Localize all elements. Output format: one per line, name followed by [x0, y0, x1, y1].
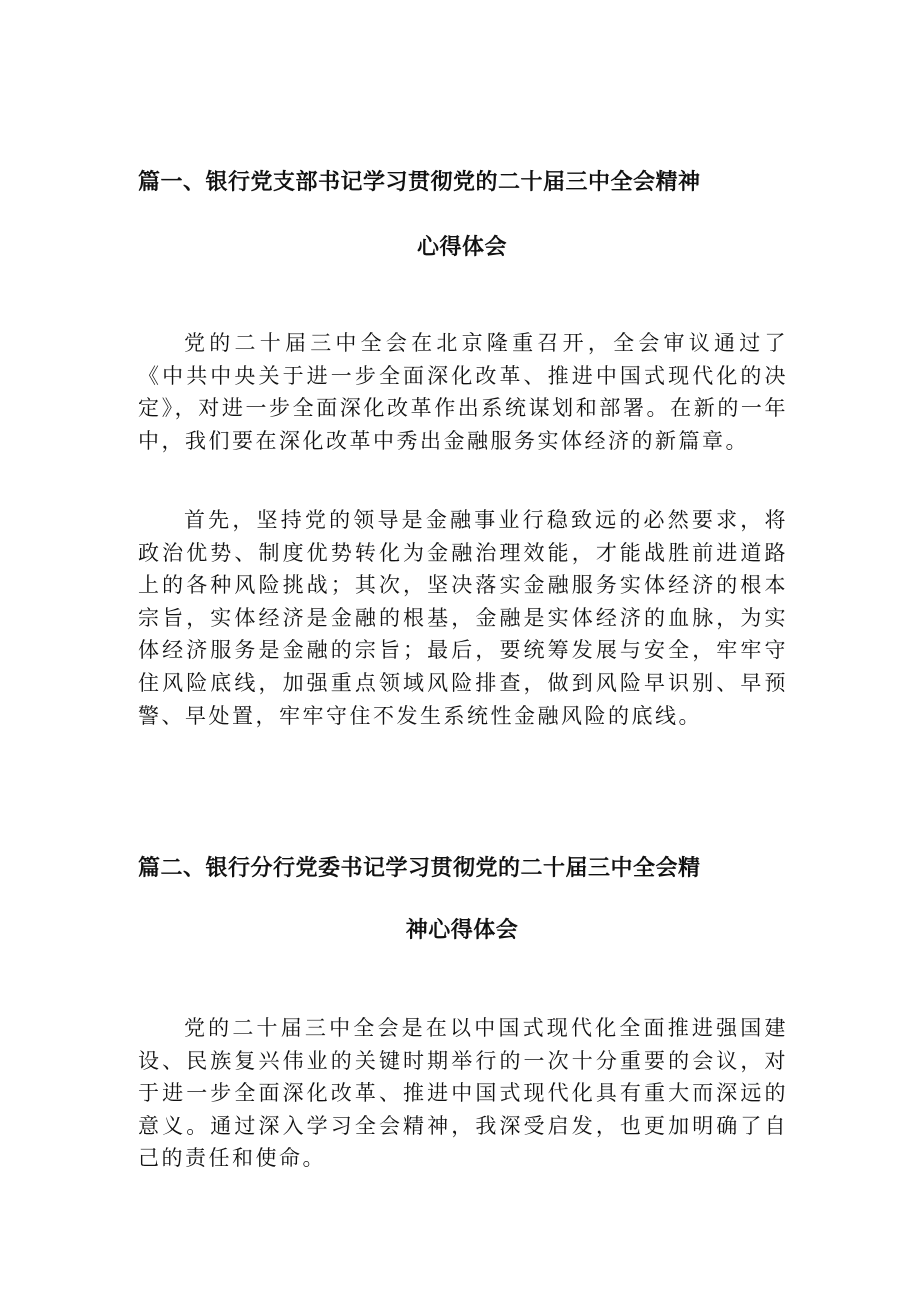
section-1-title-line-2: 心得体会 — [416, 235, 507, 260]
section-1-paragraph-1: 党的二十届三中全会在北京隆重召开，全会审议通过了《中共中央关于进一步全面深化改革、推进中国式现代化的决定》，对进一步全面深化改革作出系统谋划和部署。在新的一年中，我们要在深化改革中秀出金融服务实体经济的新篇章。 — [138, 331, 788, 453]
section-1-title-line-1: 篇一、银行党支部书记学习贯彻党的二十届三中全会精神 — [138, 170, 701, 195]
section-2-title-line-2: 神心得体会 — [405, 918, 519, 943]
section-2-title-line-1: 篇二、银行分行党委书记学习贯彻党的二十届三中全会精 — [138, 856, 701, 881]
section-1-paragraph-2: 首先，坚持党的领导是金融事业行稳致远的必然要求，将政治优势、制度优势转化为金融治理效能，才能战胜前进道路上的各种风险挑战；其次，坚决落实金融服务实体经济的根本宗旨，实体经济是金融的根基，金融是实体经济的血脉，为实体经济服务是金融的宗旨；最后，要统筹发展与安全，牢牢守住风险底线，加强重点领域风险排查，做到风险早识别、早预警、早处置，牢牢守住不发生系统性金融风险的底线。 — [138, 508, 788, 728]
section-2-paragraph-1: 党的二十届三中全会是在以中国式现代化全面推进强国建设、民族复兴伟业的关键时期举行的一次十分重要的会议，对于进一步全面深化改革、推进中国式现代化具有重大而深远的意义。通过深入学习全会精神，我深受启发，也更加明确了自己的责任和使命。 — [138, 1016, 788, 1171]
